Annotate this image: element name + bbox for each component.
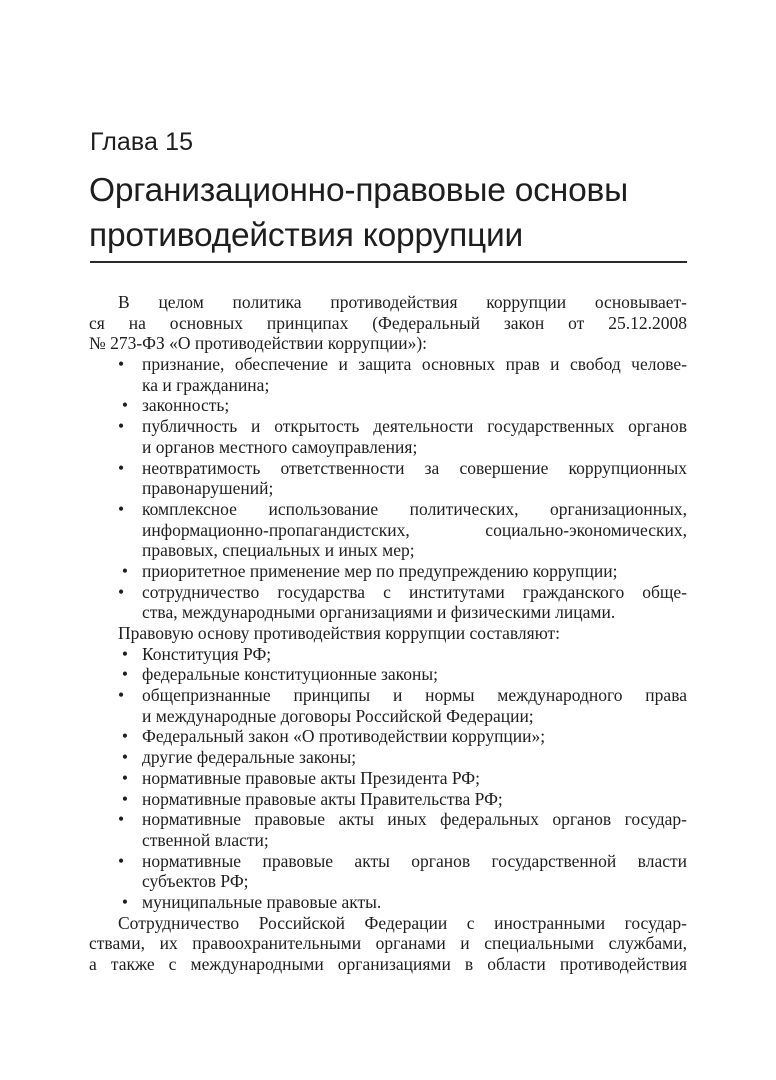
text-line: ка и гражданина;	[142, 374, 270, 395]
bullet-icon: •	[121, 891, 129, 912]
bullet-icon: •	[118, 416, 125, 437]
list-item	[118, 354, 687, 395]
text-line: • признание, обеспечение и защита основных прав и свобод челове-	[118, 354, 687, 375]
text-line: • приоритетное применение мер по предупреждению коррупции;	[118, 561, 687, 582]
bullet-icon: •	[121, 726, 129, 747]
list-item	[118, 664, 687, 685]
chapter-title	[89, 168, 709, 258]
text-line: • Конституция РФ;	[118, 644, 687, 665]
list-item	[118, 582, 687, 623]
closing-paragraph	[89, 912, 687, 975]
intro-paragraph	[89, 292, 687, 354]
text-line: и международные договоры Российской Федерации;	[142, 705, 534, 726]
bullet-icon: •	[121, 664, 129, 685]
chapter-title-line: противодействия коррупции	[89, 217, 524, 254]
title-divider	[90, 261, 687, 263]
chapter-title-line: Организационно-правовые основы	[89, 172, 628, 209]
text-line: • законность;	[118, 395, 687, 416]
list-item	[118, 685, 687, 726]
text-line: В целом политика противодействия коррупции основывает-	[118, 292, 687, 312]
list-item	[118, 561, 687, 582]
text-line: и органов местного самоуправления;	[142, 436, 418, 457]
text-line: • нормативные правовые акты Президента РФ;	[118, 768, 687, 789]
text-line: информационно-пропагандистских, социально-экономических,	[142, 519, 687, 540]
text-line: • муниципальные правовые акты.	[118, 892, 687, 913]
text-line: ственной власти;	[142, 829, 269, 850]
bullet-icon: •	[121, 767, 129, 788]
text-line: • другие федеральные законы;	[118, 747, 687, 768]
list-item	[118, 458, 687, 499]
list-item	[118, 851, 687, 892]
bullet-icon: •	[118, 498, 125, 519]
chapter-label: Глава 15	[90, 128, 194, 156]
bullet-icon: •	[118, 354, 125, 375]
bullet-icon: •	[121, 747, 129, 768]
bullet-icon: •	[118, 850, 125, 871]
text-line: • нормативные правовые акты органов государственной власти	[118, 850, 687, 871]
legal-basis-intro: Правовую основу противодействия коррупции составляют:	[118, 623, 561, 643]
list-item	[118, 768, 687, 789]
document-body	[89, 292, 687, 975]
list-item	[118, 747, 687, 768]
text-line: Сотрудничество Российской Федерации с иностранными государ-	[118, 912, 687, 933]
text-line: ствами, их правоохранительными органами и специальными службами,	[89, 933, 687, 954]
text-line: правовых, специальных и иных мер;	[142, 540, 415, 561]
text-line: а также с международными организациями в области противодействия	[89, 954, 687, 974]
text-line: • неотвратимость ответственности за совершение коррупционных	[118, 457, 687, 478]
text-line: субъектов РФ;	[142, 871, 249, 892]
text-line: • общепризнанные принципы и нормы международного права	[118, 685, 687, 706]
bullet-icon: •	[121, 643, 129, 664]
list-item	[118, 726, 687, 747]
text-line: • сотрудничество государства с институтами гражданского обще-	[118, 581, 687, 602]
bullet-icon: •	[118, 581, 125, 602]
text-line: • комплексное использование политических, организационных,	[118, 498, 687, 519]
bullet-icon: •	[118, 809, 125, 830]
list-item	[118, 416, 687, 457]
legal-basis-list	[118, 644, 687, 913]
text-line: • нормативные правовые акты иных федеральных органов государ-	[118, 809, 687, 830]
bullet-icon: •	[121, 560, 129, 581]
list-item	[118, 499, 687, 561]
text-line: № 273-ФЗ «О противодействии коррупции»):	[89, 333, 428, 354]
text-line: • федеральные конституционные законы;	[118, 664, 687, 685]
text-line: ства, международными организациями и физическими лицами.	[142, 602, 616, 623]
text-line: • публичность и открытость деятельности государственных органов	[118, 416, 687, 437]
list-item	[118, 892, 687, 913]
principles-list	[118, 354, 687, 623]
bullet-icon: •	[121, 788, 129, 809]
text-line: • Федеральный закон «О противодействии коррупции»;	[118, 726, 687, 747]
list-item	[118, 395, 687, 416]
bullet-icon: •	[118, 457, 125, 478]
text-line: правонарушений;	[142, 478, 274, 499]
text-line: ся на основных принципах (Федеральный закон от 25.12.2008	[89, 312, 687, 333]
list-item	[118, 644, 687, 665]
text-line: • нормативные правовые акты Правительства РФ;	[118, 789, 687, 810]
list-item	[118, 789, 687, 810]
list-item	[118, 809, 687, 850]
bullet-icon: •	[118, 685, 125, 706]
bullet-icon: •	[121, 395, 129, 416]
